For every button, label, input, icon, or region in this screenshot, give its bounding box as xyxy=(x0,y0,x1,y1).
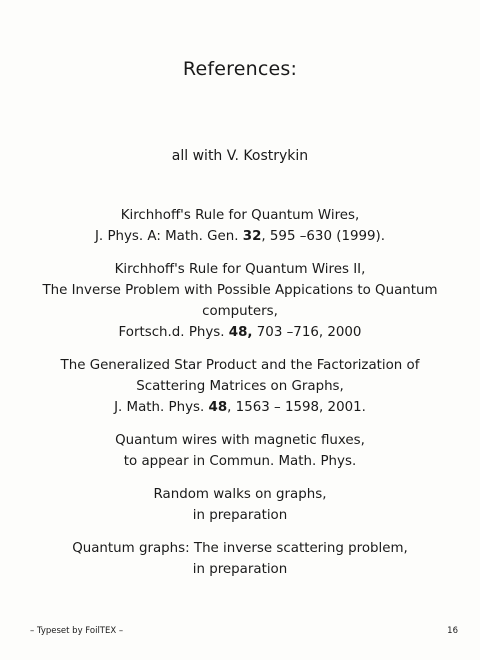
reference-title: Quantum wires with magnetic fluxes, xyxy=(115,433,365,448)
reference-item xyxy=(20,538,460,580)
reference-item xyxy=(20,430,460,472)
reference-title: The Generalized Star Product and the Factorization of xyxy=(60,358,420,373)
reference-item xyxy=(20,205,460,247)
reference-item xyxy=(20,355,460,418)
page-title: References: xyxy=(182,58,298,80)
reference-status: to appear in Commun. Math. Phys. xyxy=(123,454,357,469)
reference-citation: Fortsch.d. Phys. 48, 703 –716, 2000 xyxy=(118,325,362,340)
reference-title: Kirchhoff's Rule for Quantum Wires II, xyxy=(114,262,366,277)
reference-status: in preparation xyxy=(192,508,288,523)
reference-citation: J. Math. Phys. 48, 1563 – 1598, 2001. xyxy=(114,400,366,415)
reference-subtitle: The Inverse Problem with Possible Appications to Quantum xyxy=(42,283,438,298)
reference-citation: J. Phys. A: Math. Gen. 32, 595 –630 (1999). xyxy=(94,229,386,244)
reference-title: Quantum graphs: The inverse scattering problem, xyxy=(72,541,408,556)
reference-list xyxy=(20,205,460,580)
reference-title: Kirchhoff's Rule for Quantum Wires, xyxy=(120,208,360,223)
volume-number: 48 xyxy=(208,400,228,415)
reference-status: in preparation xyxy=(192,562,288,577)
page-number: 16 xyxy=(447,626,458,636)
volume-number: 32 xyxy=(242,229,262,244)
reference-title: Random walks on graphs, xyxy=(153,487,327,502)
reference-item xyxy=(20,484,460,526)
typeset-footer: – Typeset by FoilTEX – xyxy=(30,626,124,636)
coauthor-note: all with V. Kostrykin xyxy=(171,148,309,164)
reference-title-cont: Scattering Matrices on Graphs, xyxy=(136,379,344,394)
reference-subtitle-cont: computers, xyxy=(202,304,278,319)
reference-item xyxy=(20,259,460,343)
volume-number: 48, xyxy=(228,325,253,340)
